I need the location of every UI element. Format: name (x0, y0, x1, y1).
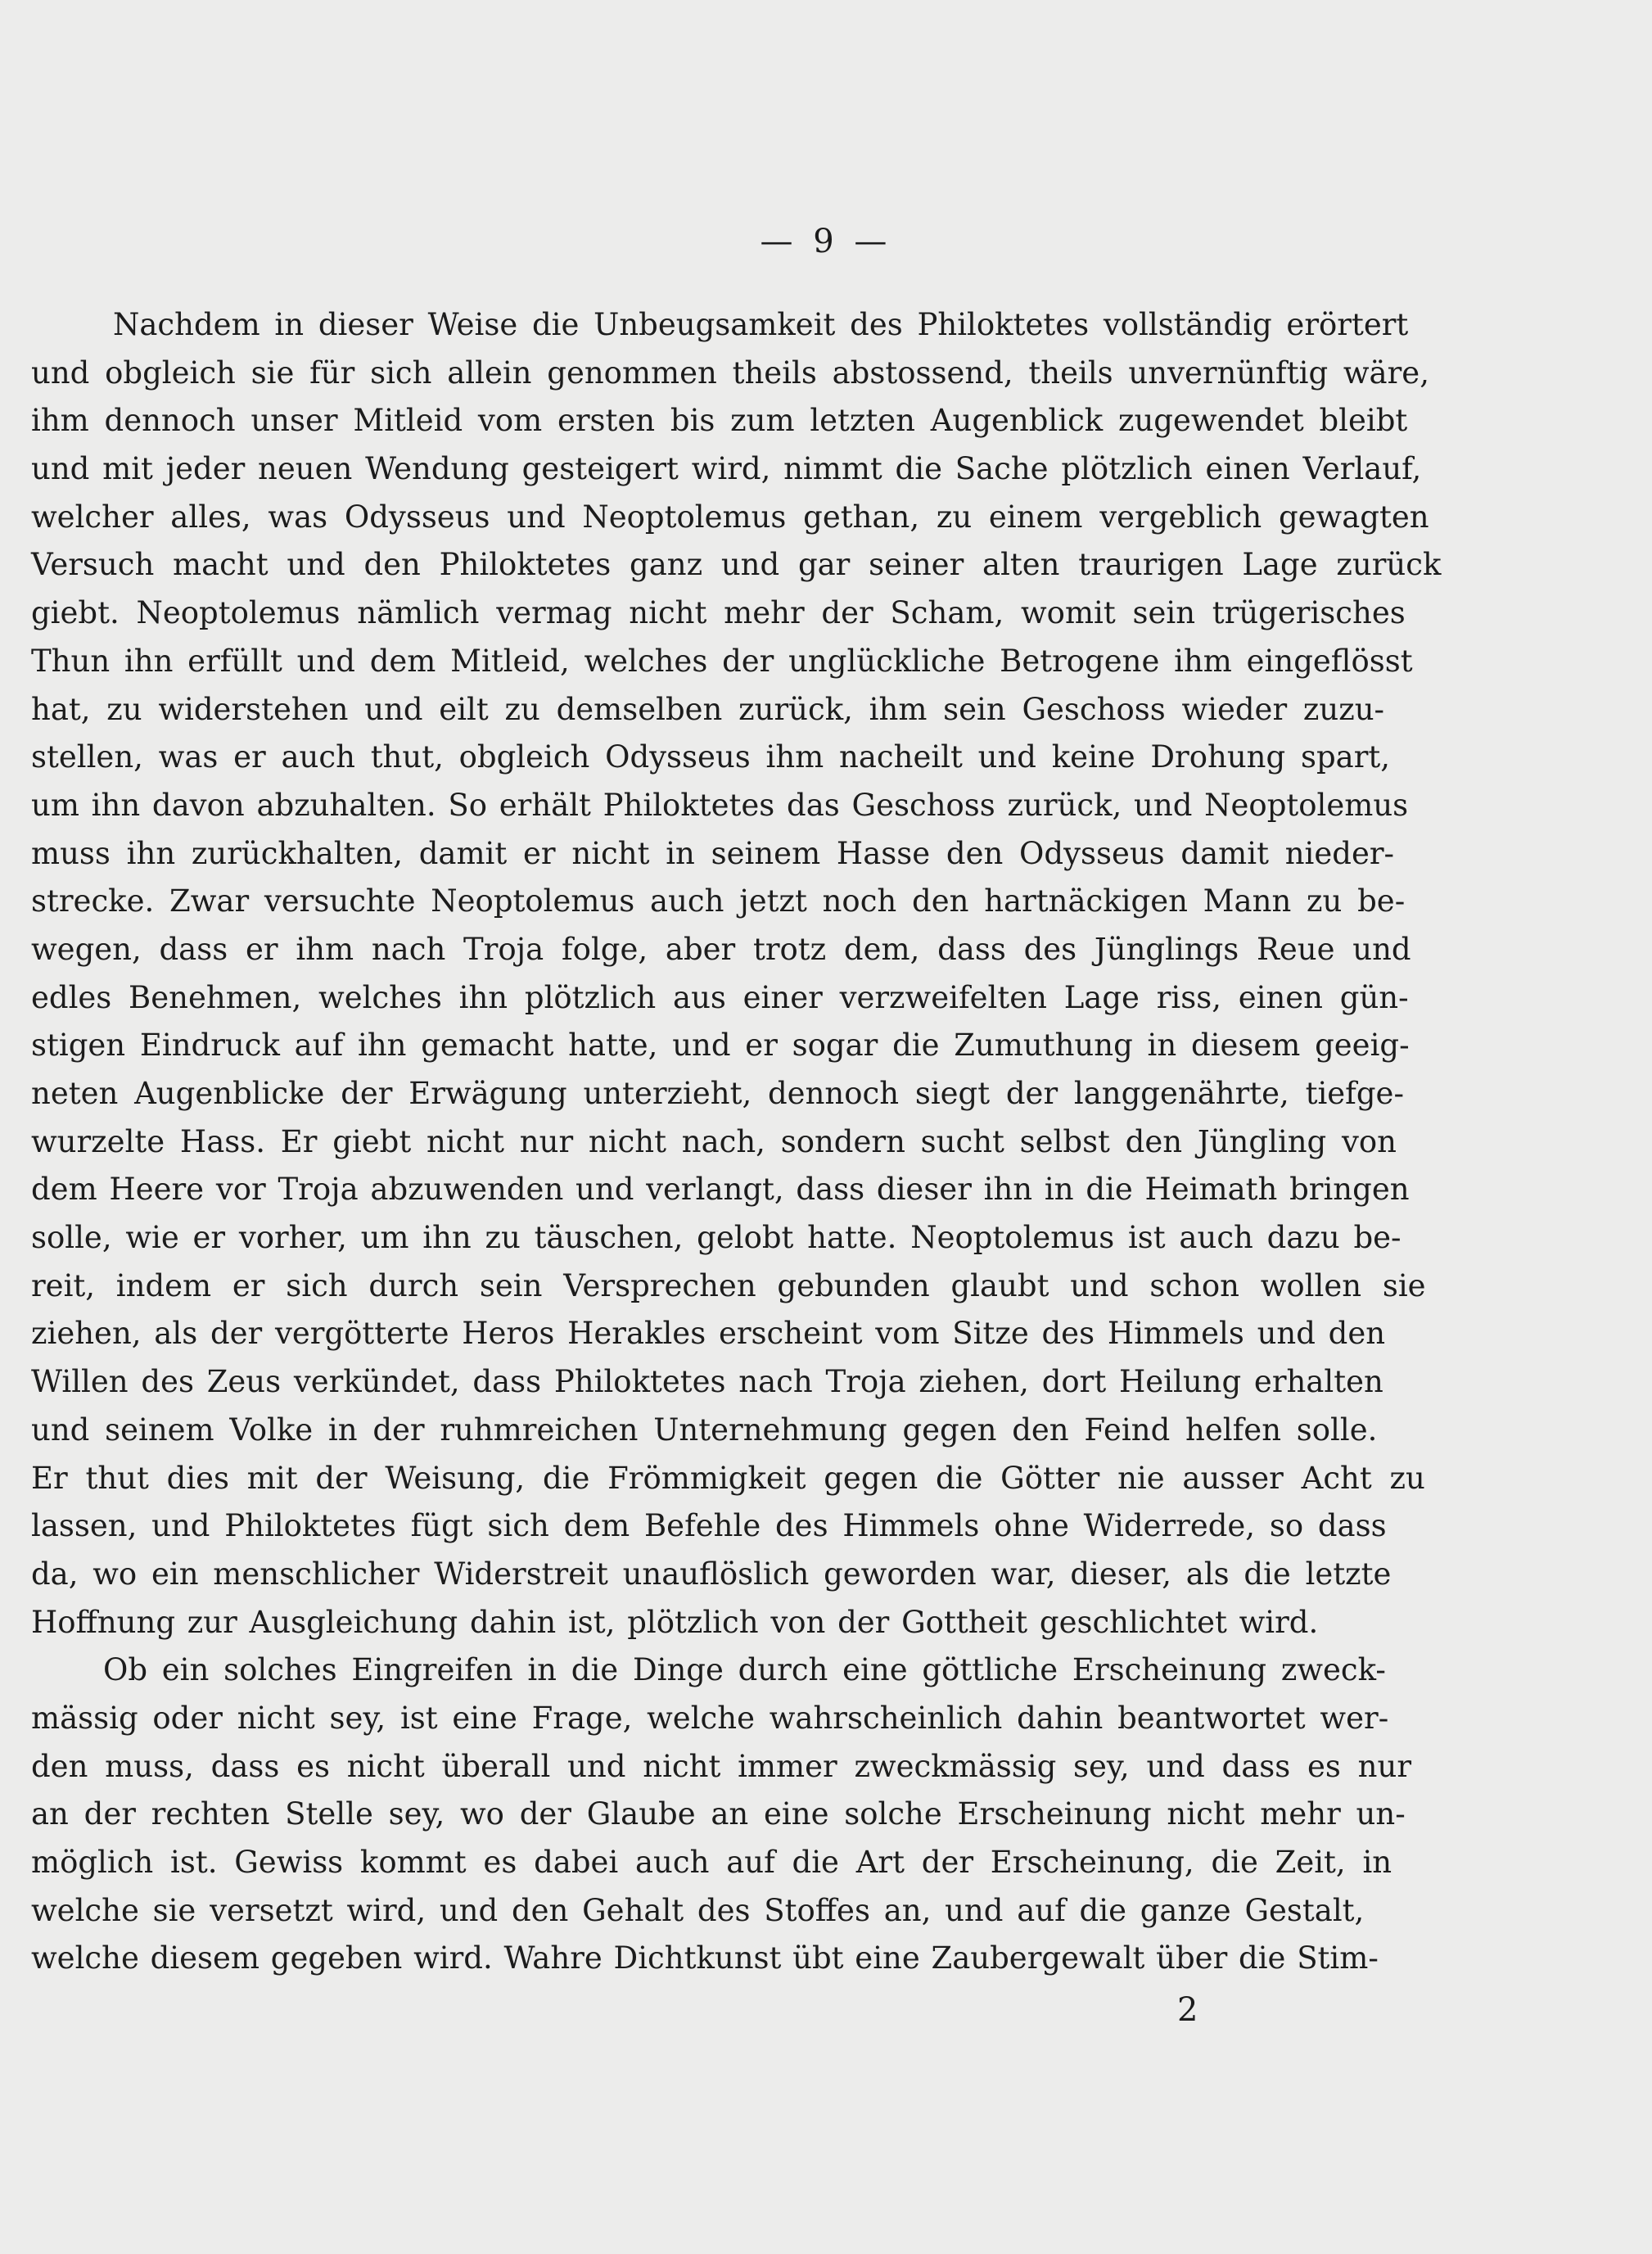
text-line: welche sie versetzt wird, und den Gehalt des Stoffes an, und auf die ganze Gestalt, (31, 1892, 1365, 1928)
text-line: den muss, dass es nicht überall und nicht immer zweckmässig sey, und dass es nur (31, 1748, 1412, 1784)
text-line: wurzelte Hass. Er giebt nicht nur nicht nach, sondern sucht selbst den Jüngling von (31, 1123, 1397, 1159)
text-line: solle, wie er vorher, um ihn zu täuschen, gelobt hatte. Neoptolemus ist auch dazu be- (31, 1220, 1401, 1256)
text-line: Hoffnung zur Ausgleichung dahin ist, plötzlich von der Gottheit geschlichtet wird. (31, 1604, 1319, 1640)
text-line: giebt. Neoptolemus nämlich vermag nicht mehr der Scham, womit sein trügerisches (31, 595, 1406, 631)
text-line: strecke. Zwar versuchte Neoptolemus auch jetzt noch den hartnäckigen Mann zu be- (31, 883, 1406, 919)
text-line: muss ihn zurückhalten, damit er nicht in seinem Hasse den Odysseus damit nieder- (31, 835, 1395, 871)
text-line: welcher alles, was Odysseus und Neoptolemus gethan, zu einem vergeblich gewagten (31, 499, 1429, 535)
body-text (31, 301, 1442, 1983)
text-line: Thun ihn erfüllt und dem Mitleid, welches der unglückliche Betrogene ihm eingeflösst (31, 643, 1413, 679)
text-line: Ob ein solches Eingreifen in die Dinge durch eine göttliche Erscheinung zweck- (103, 1652, 1386, 1688)
text-line: Willen des Zeus verkündet, dass Philoktetes nach Troja ziehen, dort Heilung erhalten (31, 1364, 1383, 1400)
text-line: reit, indem er sich durch sein Versprechen gebunden glaubt und schon wollen sie (31, 1267, 1426, 1303)
text-line: Nachdem in dieser Weise die Unbeugsamkeit des Philoktetes vollständig erörtert (113, 307, 1409, 342)
text-line: hat, zu widerstehen und eilt zu demselben zurück, ihm sein Geschoss wieder zuzu- (31, 691, 1385, 727)
page-number: — 9 — (760, 223, 892, 260)
text-line: ihm dennoch unser Mitleid vom ersten bis zum letzten Augenblick zugewendet bleibt (31, 403, 1408, 439)
text-line: und seinem Volke in der ruhmreichen Unternehmung gegen den Feind helfen solle. (31, 1412, 1378, 1448)
text-line: lassen, und Philoktetes fügt sich dem Befehle des Himmels ohne Widerrede, so dass (31, 1508, 1387, 1544)
text-line: an der rechten Stelle sey, wo der Glaube an eine solche Erscheinung nicht mehr un- (31, 1796, 1406, 1832)
text-line: neten Augenblicke der Erwägung unterzieht, dennoch siegt der langgenährte, tiefge- (31, 1076, 1404, 1111)
text-line: und mit jeder neuen Wendung gesteigert wird, nimmt die Sache plötzlich einen Verlauf, (31, 451, 1422, 487)
text-line: möglich ist. Gewiss kommt es dabei auch auf die Art der Erscheinung, die Zeit, in (31, 1845, 1392, 1880)
text-line: dem Heere vor Troja abzuwenden und verlangt, dass dieser ihn in die Heimath bringen (31, 1172, 1410, 1208)
text-line: Er thut dies mit der Weisung, die Frömmigkeit gegen die Götter nie ausser Acht zu (31, 1460, 1425, 1496)
signature-mark: 2 (1177, 1991, 1198, 2029)
text-line: wegen, dass er ihm nach Troja folge, aber trotz dem, dass des Jünglings Reue und (31, 931, 1411, 967)
text-line: Versuch macht und den Philoktetes ganz und gar seiner alten traurigen Lage zurück (31, 547, 1442, 583)
text-line: um ihn davon abzuhalten. So erhält Philoktetes das Geschoss zurück, und Neoptolemus (31, 787, 1409, 823)
text-line: mässig oder nicht sey, ist eine Frage, welche wahrscheinlich dahin beantwortet wer- (31, 1700, 1389, 1736)
text-line: stigen Eindruck auf ihn gemacht hatte, und er sogar die Zumuthung in diesem geeig- (31, 1028, 1410, 1064)
text-line: ziehen, als der vergötterte Heros Herakles erscheint vom Sitze des Himmels und den (31, 1316, 1386, 1352)
text-line: stellen, was er auch thut, obgleich Odysseus ihm nacheilt und keine Drohung spart, (31, 739, 1391, 775)
text-line: welche diesem gegeben wird. Wahre Dichtkunst übt eine Zaubergewalt über die Stim- (31, 1940, 1379, 1976)
text-line: edles Benehmen, welches ihn plötzlich aus einer verzweifelten Lage riss, einen gün- (31, 979, 1409, 1015)
text-line: da, wo ein menschlicher Widerstreit unauflöslich geworden war, dieser, als die letzte (31, 1556, 1392, 1592)
text-line: und obgleich sie für sich allein genommen theils abstossend, theils unvernünftig wäre, (31, 355, 1429, 391)
